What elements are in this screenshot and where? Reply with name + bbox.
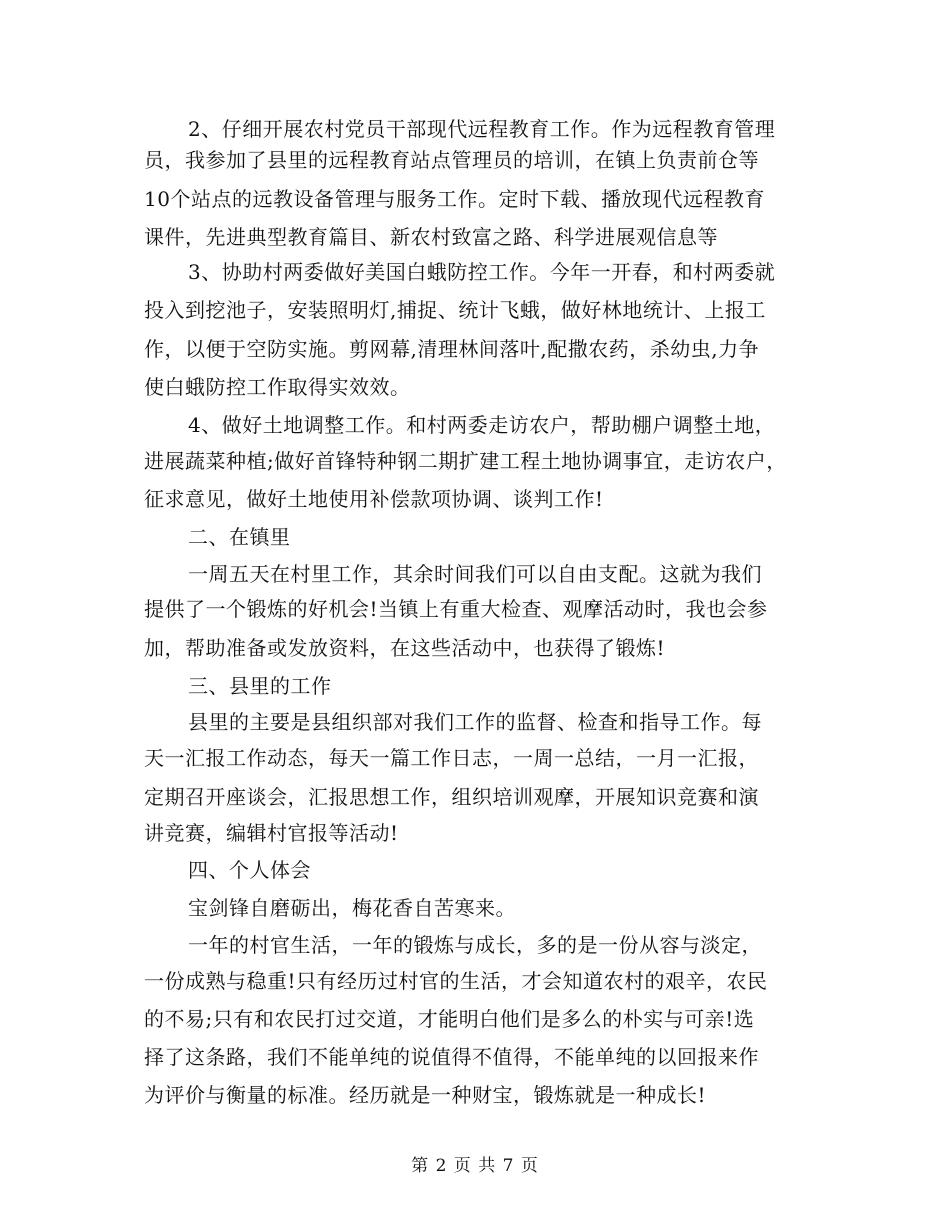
paragraph-line: 县里的主要是县组织部对我们工作的监督、检查和指导工作。每 <box>188 710 762 734</box>
paragraph-line: 的不易;只有和农民打过交道，才能明白他们是多么的朴实与可亲!选 <box>144 1007 755 1031</box>
paragraph-line: 宝剑锋自磨砺出，梅花香自苦寒来。 <box>188 896 516 920</box>
paragraph-line: 员，我参加了县里的远程教育站点管理员的培训，在镇上负责前仓等 <box>144 148 759 172</box>
paragraph-line: 加，帮助准备或发放资料，在这些活动中，也获得了锻炼! <box>144 636 666 660</box>
paragraph-line: 一周五天在村里工作，其余时间我们可以自由支配。这就为我们 <box>188 562 762 586</box>
paragraph-line: 4、做好土地调整工作。和村两委走访农户，帮助棚户调整土地， <box>188 413 776 437</box>
section-heading: 四、个人体会 <box>188 858 311 882</box>
section-heading: 三、县里的工作 <box>188 674 332 698</box>
paragraph-line: 择了这条路，我们不能单纯的说值得不值得，不能单纯的以回报来作 <box>144 1045 759 1069</box>
page-number: 第 2 页 共 7 页 <box>411 1156 539 1176</box>
paragraph-line: 课件，先进典型教育篇目、新农村致富之路、科学进展观信息等 <box>144 225 718 249</box>
paragraph-line: 征求意见，做好土地使用补偿款项协调、谈判工作! <box>144 487 604 511</box>
paragraph-line: 为评价与衡量的标准。经历就是一种财宝，锻炼就是一种成长! <box>144 1083 707 1107</box>
paragraph-line: 一份成熟与稳重!只有经历过村官的生活，才会知道农村的艰辛，农民 <box>144 969 768 993</box>
paragraph-line: 作，以便于空防实施。剪网幕,清理林间落叶,配撒农药，杀幼虫,力争 <box>144 337 760 361</box>
paragraph-line: 3、协助村两委做好美国白蛾防控工作。今年一开春，和村两委就 <box>188 260 776 284</box>
paragraph-line: 2、仔细开展农村党员干部现代远程教育工作。作为远程教育管理 <box>188 117 776 141</box>
paragraph-line: 一年的村官生活，一年的锻炼与成长，多的是一份从容与淡定， <box>188 933 762 957</box>
paragraph-line: 投入到挖池子，安装照明灯,捕捉、统计飞蛾，做好林地统计、上报工 <box>144 298 766 322</box>
paragraph-line: 提供了一个锻炼的好机会!当镇上有重大检查、观摩活动时，我也会参 <box>144 597 768 621</box>
paragraph-line: 天一汇报工作动态，每天一篇工作日志，一周一总结，一月一汇报， <box>144 746 759 770</box>
paragraph-line: 定期召开座谈会，汇报思想工作，组织培训观摩，开展知识竞赛和演 <box>144 785 759 809</box>
section-heading: 二、在镇里 <box>188 525 291 549</box>
paragraph-line: 使白蛾防控工作取得实效效。 <box>144 375 411 399</box>
paragraph-line: 进展蔬菜种植;做好首锋特种钢二期扩建工程土地协调事宜，走访农户， <box>144 449 787 473</box>
paragraph-line: 讲竞赛，编辑村官报等活动! <box>144 821 399 845</box>
paragraph-line: 10个站点的远教设备管理与服务工作。定时下载、播放现代远程教育 <box>144 187 765 211</box>
